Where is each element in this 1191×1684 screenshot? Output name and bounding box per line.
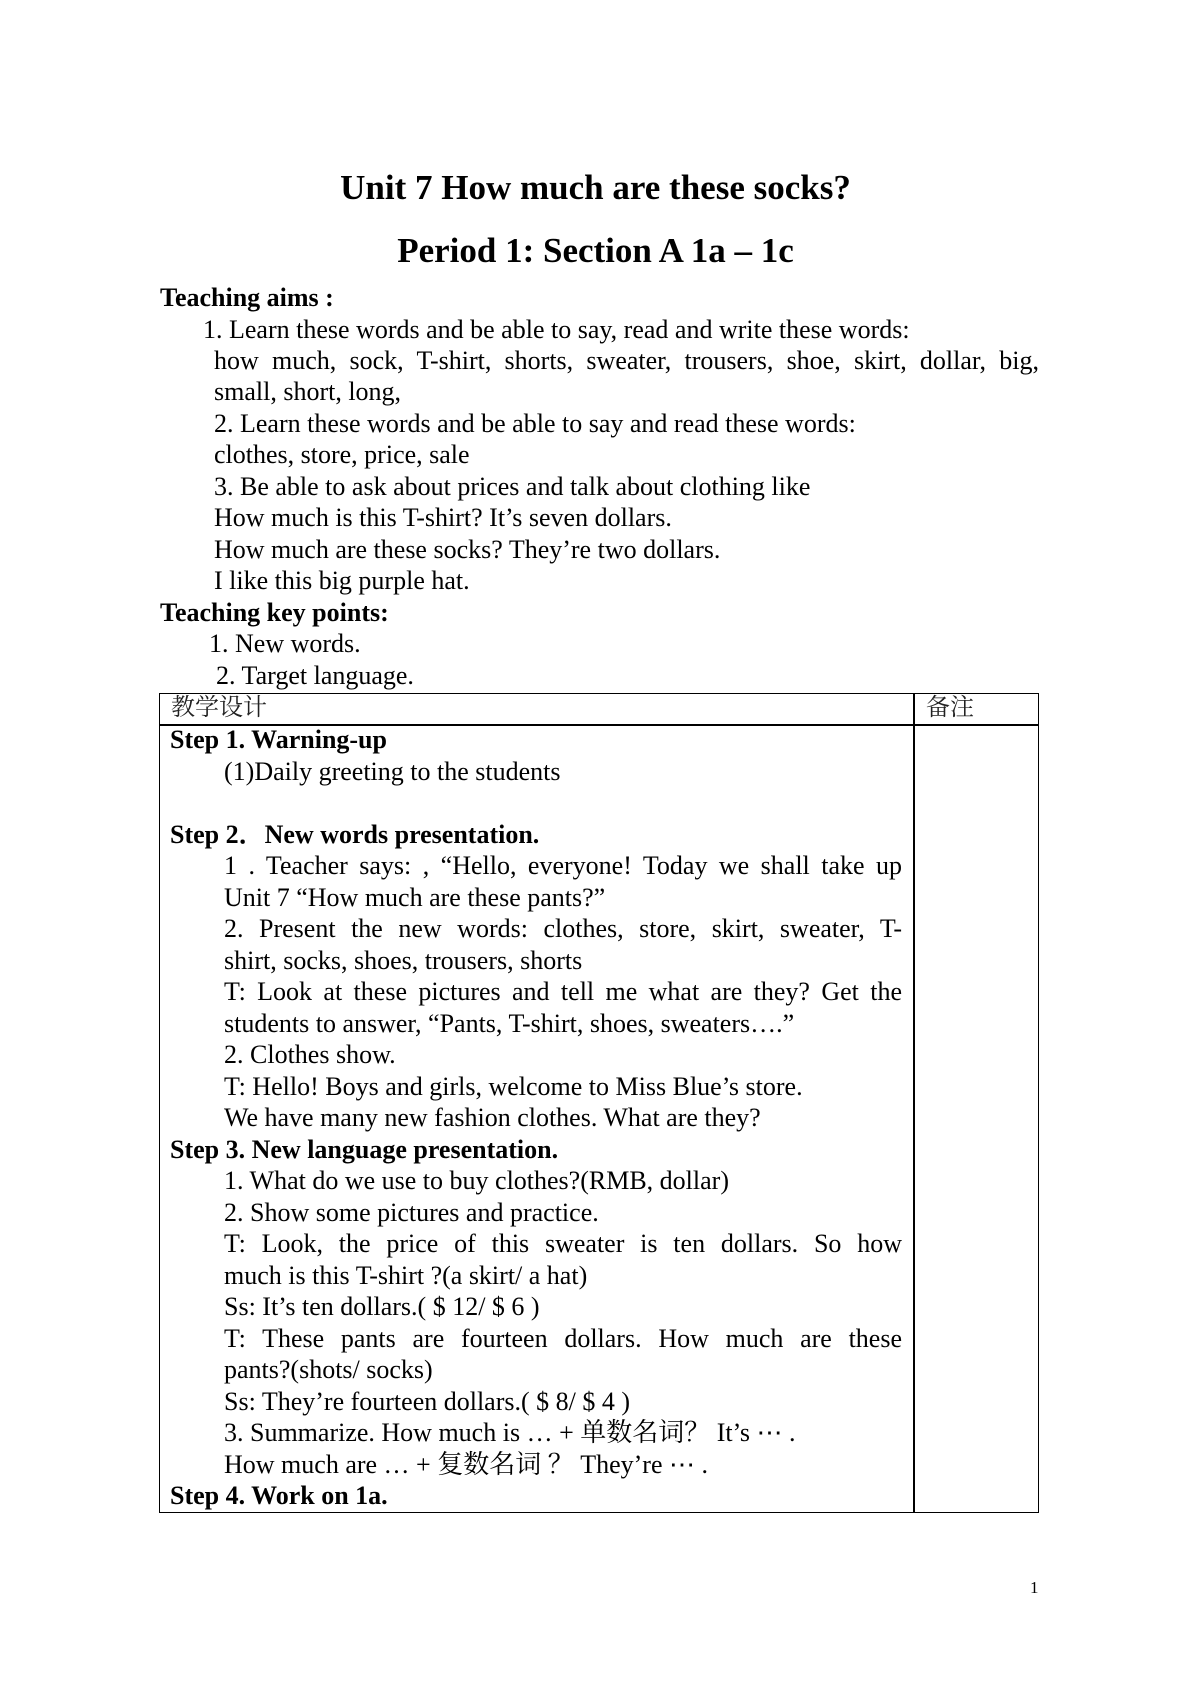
table-header-design: 教学设计 xyxy=(171,693,267,721)
step2-line: T: Look at these pictures and tell me what are they? Get the xyxy=(224,977,902,1006)
step2-heading: Step 2．New words presentation. xyxy=(170,820,540,849)
step3-line: pants?(shots/ socks) xyxy=(224,1355,433,1384)
step2-line: 2. Present the new words: clothes, store, skirt, sweater, T- xyxy=(224,914,902,943)
step2-line: Unit 7 “How much are these pants?” xyxy=(224,883,606,912)
key-points-line: 1. New words. xyxy=(209,629,361,658)
aims-line: How much is this T-shirt? It’s seven dollars. xyxy=(214,503,672,532)
step2-line: T: Hello! Boys and girls, welcome to Miss Blue’s store. xyxy=(224,1072,803,1101)
aims-line: small, short, long, xyxy=(214,377,402,406)
step3-line: How much are … + 复数名词 ？ They’re ⋯ . xyxy=(224,1450,708,1479)
step1-heading: Step 1. Warning-up xyxy=(170,725,387,754)
step2-line: students to answer, “Pants, T-shirt, shoes, sweaters….” xyxy=(224,1009,795,1038)
step3-line: T: These pants are fourteen dollars. How much are these xyxy=(224,1324,902,1353)
page-subtitle: Period 1: Section A 1a – 1c xyxy=(397,231,794,270)
aims-line: 3. Be able to ask about prices and talk about clothing like xyxy=(214,472,811,501)
aims-line: How much are these socks? They’re two dollars. xyxy=(214,535,721,564)
page-title: Unit 7 How much are these socks? xyxy=(340,168,851,207)
table-column-divider xyxy=(913,693,915,1513)
aims-line: clothes, store, price, sale xyxy=(214,440,470,469)
key-points-line: 2. Target language. xyxy=(216,661,414,690)
step4-heading: Step 4. Work on 1a. xyxy=(170,1481,388,1510)
step3-line: Ss: It’s ten dollars.( $ 12/ $ 6 ) xyxy=(224,1292,540,1321)
step3-line: much is this T-shirt ?(a skirt/ a hat) xyxy=(224,1261,588,1290)
aims-line: 2. Learn these words and be able to say and read these words: xyxy=(214,409,856,438)
aims-line: 1. Learn these words and be able to say, read and write these words: xyxy=(203,315,910,344)
step3-heading: Step 3. New language presentation. xyxy=(170,1135,559,1164)
aims-line: I like this big purple hat. xyxy=(214,566,470,595)
step2-line: We have many new fashion clothes. What are they? xyxy=(224,1103,761,1132)
step1-line: (1)Daily greeting to the students xyxy=(224,757,561,786)
page-number: 1 xyxy=(1030,1578,1039,1597)
step3-line: 1. What do we use to buy clothes?(RMB, dollar) xyxy=(224,1166,729,1195)
table-header-notes: 备注 xyxy=(926,693,974,721)
step3-line: Ss: They’re fourteen dollars.( $ 8/ $ 4 ) xyxy=(224,1387,631,1416)
step2-line: 1 . Teacher says: , “Hello, everyone! Today we shall take up xyxy=(224,851,902,880)
aims-heading: Teaching aims : xyxy=(160,283,334,312)
step3-line: 2. Show some pictures and practice. xyxy=(224,1198,599,1227)
step3-line: 3. Summarize. How much is … + 单数名词？ It’s ⋯ . xyxy=(224,1418,796,1447)
step3-line: T: Look, the price of this sweater is ten dollars. So how xyxy=(224,1229,902,1258)
step2-line: shirt, socks, shoes, trousers, shorts xyxy=(224,946,583,975)
key-points-heading: Teaching key points: xyxy=(160,598,389,627)
aims-line: how much, sock, T-shirt, shorts, sweater, trousers, shoe, skirt, dollar, big, xyxy=(214,346,1039,375)
step2-line: 2. Clothes show. xyxy=(224,1040,396,1069)
